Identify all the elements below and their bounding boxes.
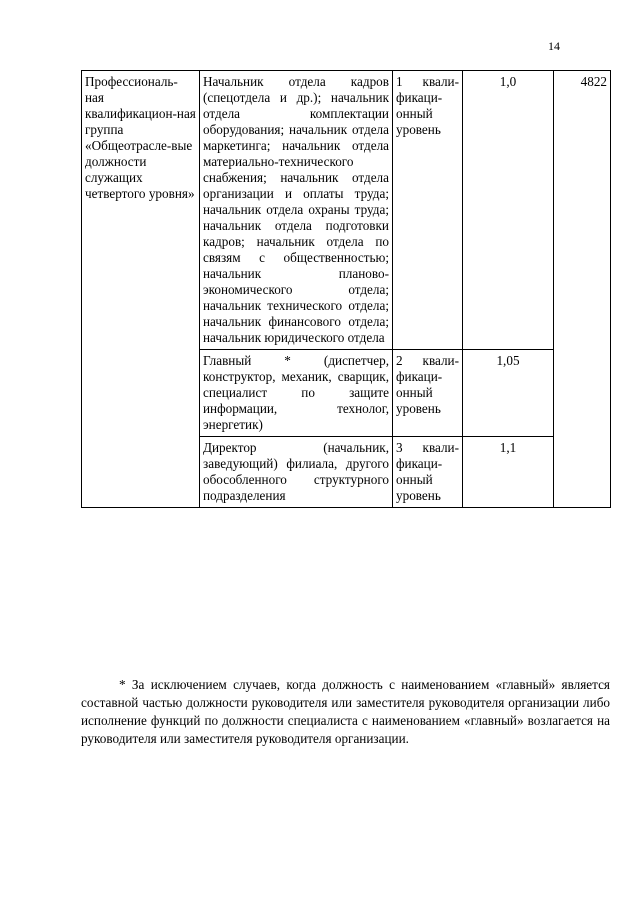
positions-cell: Начальник отдела кадров (спецотдела и др.); начальник отдела комплектации оборудования; начальник отдела маркетинга; начальник отдела материально-технического снабжения; начальник отдела организации и оплаты труда; начальник отдела охраны труда; начальник отдела подготовки кадров; начальник отдела по связям с общественностью; начальник планово-экономического отдела; начальник технического отдела; начальник финансового отдела; начальник юридического отдела: [200, 71, 393, 350]
coefficient-cell: 1,1: [463, 437, 554, 508]
coefficient-cell: 1,0: [463, 71, 554, 350]
level-cell: 3 квали-фикаци-онный уровень: [393, 437, 463, 508]
qualification-table: [81, 70, 611, 508]
footnote: * За исключением случаев, когда должность с наименованием «главный» является составной частью должности руководителя или заместителя руководителя организации либо исполнение функций по должности специалиста с наименованием «главный» возлагается на руководителя или заместителя руководителя организации.: [81, 677, 610, 746]
level-cell: 2 квали-фикаци-онный уровень: [393, 350, 463, 437]
positions-cell: Директор (начальник, заведующий) филиала, другого обособленного структурного подразделения: [200, 437, 393, 508]
group-name-cell: Профессиональ-ная квалификацион-ная группа «Общеотрасле-вые должности служащих четвертого уровня»: [82, 71, 200, 508]
level-cell: 1 квали-фикаци-онный уровень: [393, 71, 463, 350]
table-row: [82, 71, 611, 350]
page-number: 14: [548, 39, 560, 53]
positions-cell: Главный * (диспетчер, конструктор, механик, сварщик, специалист по защите информации, технолог, энергетик): [200, 350, 393, 437]
coefficient-cell: 1,05: [463, 350, 554, 437]
salary-cell: 4822: [554, 71, 611, 508]
